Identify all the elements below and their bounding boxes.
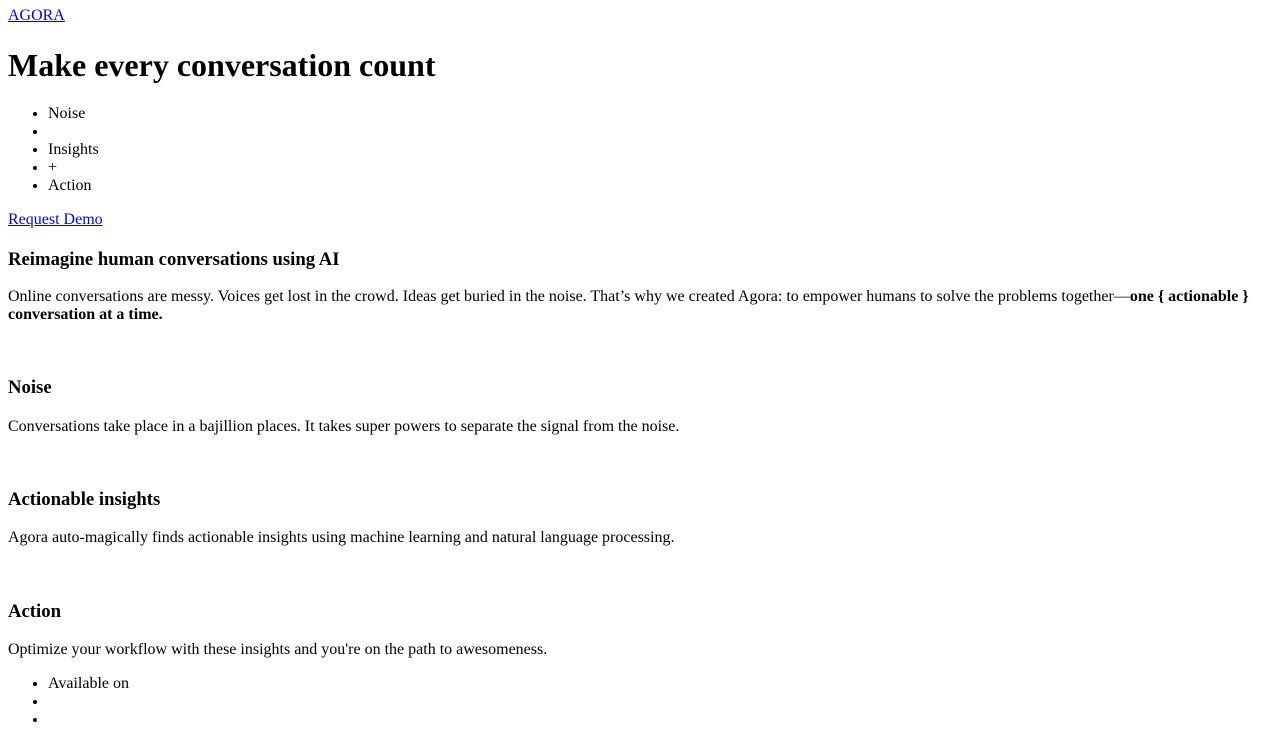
intro-paragraph	[8, 288, 1272, 324]
flow-item-plus: • +	[48, 159, 99, 177]
flow-item-noise: • Noise	[48, 105, 99, 123]
page-title: Make every conversation count	[8, 47, 436, 83]
platform-item-label: • Available on	[48, 675, 129, 693]
intro-heading: Reimagine human conversations using AI	[8, 249, 340, 270]
platform-item	[48, 693, 129, 711]
flow-item-insights: • Insights	[48, 141, 99, 159]
platform-list	[8, 675, 129, 729]
brand-logo-link[interactable]: AGORA	[8, 7, 65, 24]
feature-heading-insights: Actionable insights	[8, 489, 161, 510]
intro-emphasis: one { actionable } conversation at a time.	[8, 288, 1249, 323]
flow-list	[8, 105, 99, 195]
platform-item	[48, 711, 129, 729]
feature-heading-action: Action	[8, 601, 61, 622]
flow-item-action: • Action	[48, 177, 99, 195]
intro-text: Online conversations are messy. Voices get lost in the crowd. Ideas get buried in the noise. That’s why we created Agora: to empower humans to solve the problems together—	[8, 288, 1130, 305]
feature-text-noise: Conversations take place in a bajillion places. It takes super powers to separate the signal from the noise.	[8, 418, 680, 435]
feature-heading-noise: Noise	[8, 377, 52, 398]
feature-text-insights: Agora auto-magically finds actionable insights using machine learning and natural language processing.	[8, 529, 675, 546]
request-demo-link[interactable]: Request Demo	[8, 211, 103, 228]
flow-item-arrow	[48, 123, 99, 141]
feature-text-action: Optimize your workflow with these insights and you're on the path to awesomeness.	[8, 641, 548, 658]
